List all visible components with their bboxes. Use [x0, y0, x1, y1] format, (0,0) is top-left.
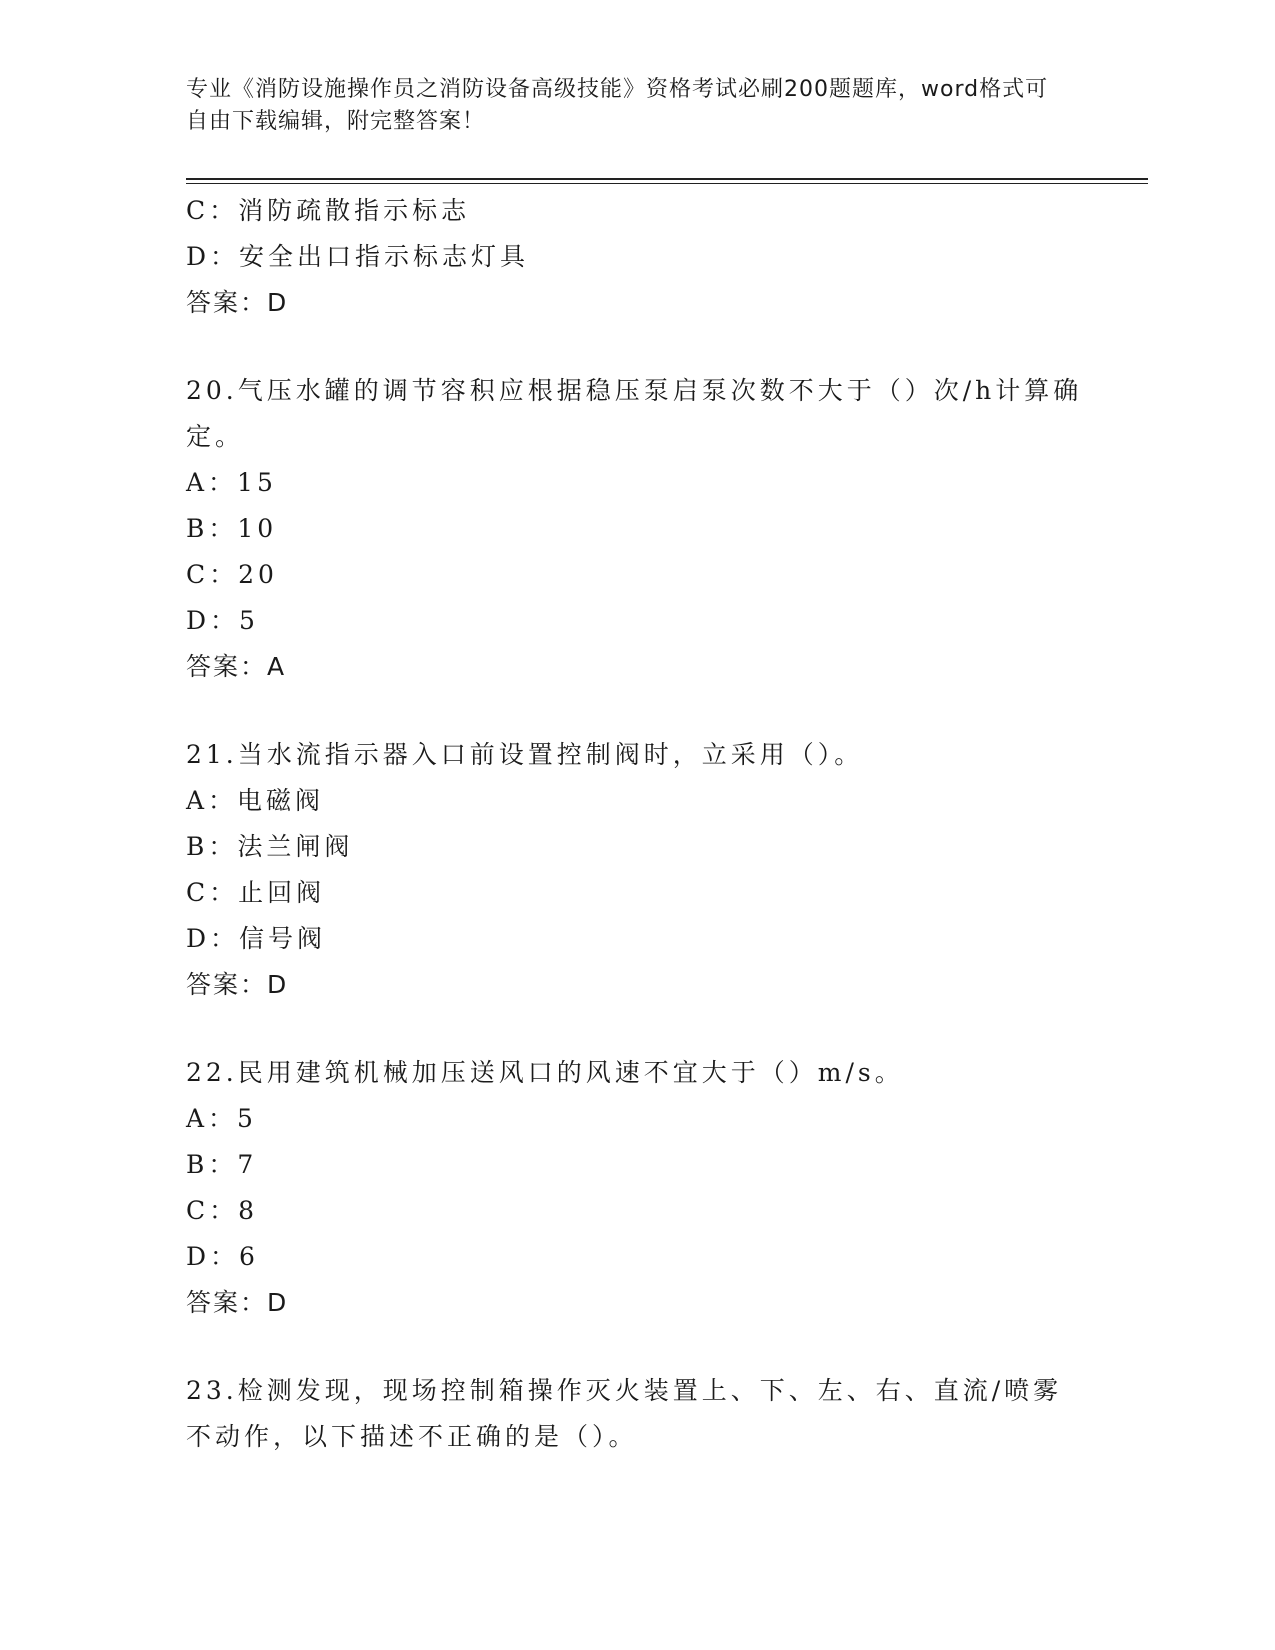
- option-item: A：电磁阀: [186, 786, 325, 815]
- document-body: [186, 188, 1086, 1460]
- question-text: 22.民用建筑机械加压送风口的风速不宜大于（）m/s。: [186, 1058, 904, 1087]
- question-text: 23.检测发现，现场控制箱操作灭火装置上、下、左、右、直流/喷雾不动作，以下描述不正确的是（）。: [186, 1376, 1063, 1451]
- option-item: D：信号阀: [186, 924, 327, 953]
- spacer: [186, 1008, 1086, 1050]
- option-item: C：8: [186, 1196, 259, 1225]
- spacer: [186, 690, 1086, 732]
- option-item: C：消防疏散指示标志: [186, 196, 471, 225]
- answer-line: 答案：D: [186, 1288, 289, 1317]
- option-item: D：6: [186, 1242, 259, 1271]
- answer-line: 答案：D: [186, 970, 289, 999]
- question-text: 20.气压水罐的调节容积应根据稳压泵启泵次数不大于（）次/h计算确定。: [186, 376, 1083, 451]
- option-item: C：20: [186, 560, 278, 589]
- option-item: A：5: [186, 1104, 257, 1133]
- question-text: 21.当水流指示器入口前设置控制阀时，立采用（）。: [186, 740, 864, 769]
- spacer: [186, 1326, 1086, 1368]
- option-item: D：安全出口指示标志灯具: [186, 242, 530, 271]
- option-item: B：7: [186, 1150, 258, 1179]
- option-item: A：15: [186, 468, 277, 497]
- option-item: C：止回阀: [186, 878, 326, 907]
- answer-line: 答案：A: [186, 652, 287, 681]
- answer-line: 答案：D: [186, 288, 289, 317]
- header-divider: [186, 178, 1148, 180]
- prev-question-block: [186, 188, 1086, 326]
- question-block-23: [186, 1368, 1086, 1460]
- question-block-22: [186, 1050, 1086, 1326]
- option-item: B：法兰闸阀: [186, 832, 354, 861]
- question-block-21: [186, 732, 1086, 1008]
- option-item: D：5: [186, 606, 259, 635]
- header-divider-thin: [186, 183, 1148, 184]
- option-item: B：10: [186, 514, 278, 543]
- document-header: 专业《消防设施操作员之消防设备高级技能》资格考试必刷200题题库，word格式可自由下载编辑，附完整答案！: [186, 77, 1049, 134]
- spacer: [186, 326, 1086, 368]
- question-block-20: [186, 368, 1086, 690]
